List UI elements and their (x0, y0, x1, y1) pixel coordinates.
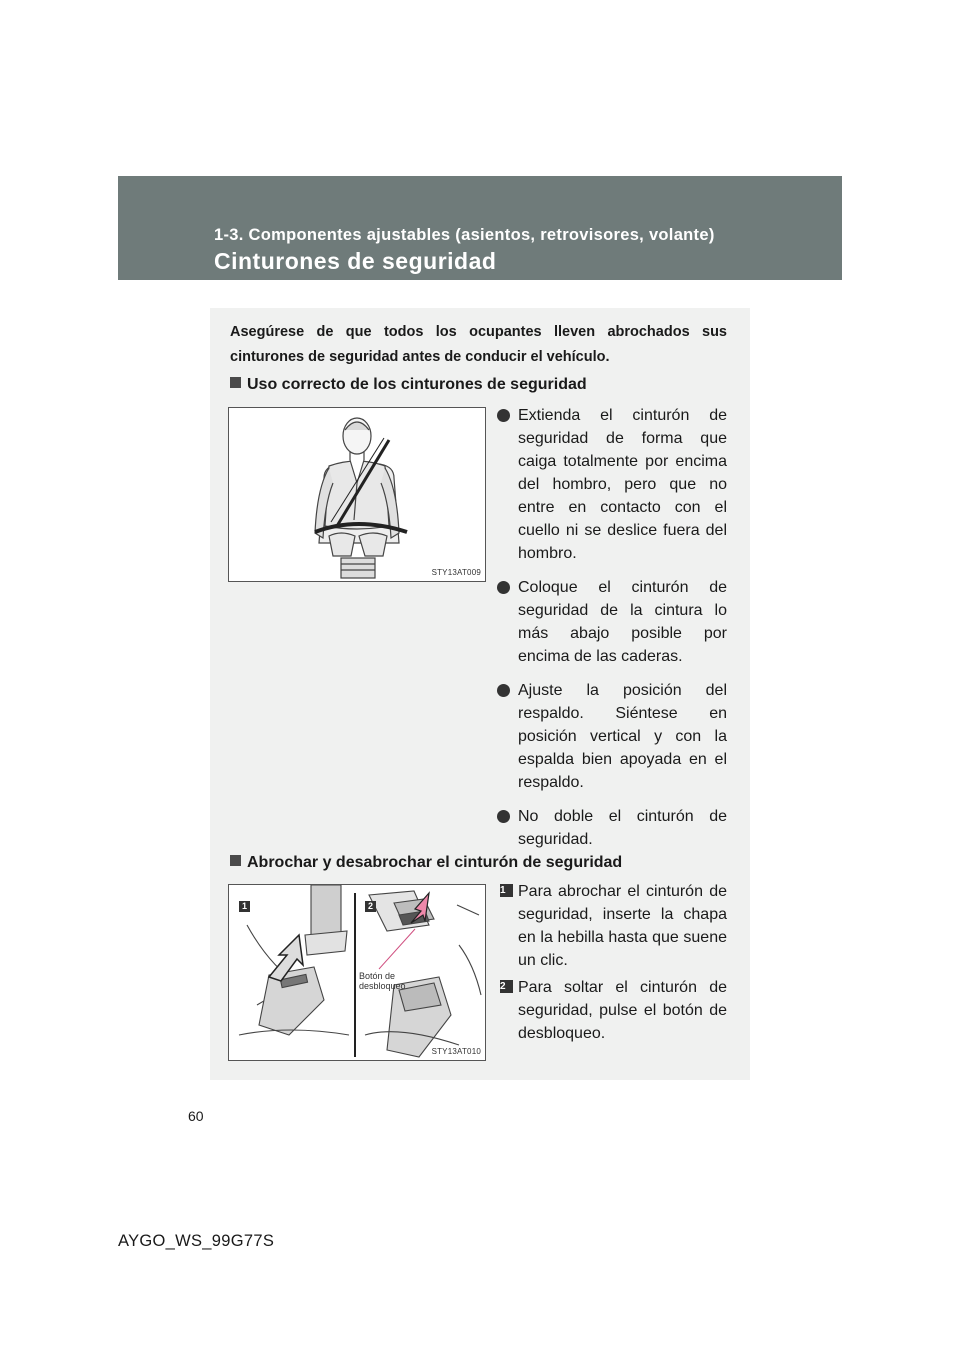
list-item: 1 Para abrochar el cinturón de seguridad, inserte la chapa en la hebilla hasta que suene un clic. (500, 883, 727, 969)
release-button-callout: Botón de desbloqueo (359, 971, 406, 991)
list-item: Coloque el cinturón de seguridad de la cintura lo más abajo posible por encima de las caderas. (497, 576, 727, 668)
page-title: Cinturones de seguridad (214, 248, 497, 274)
bullet-dot-icon (497, 581, 510, 594)
figure-seated-occupant (228, 407, 486, 582)
list-item: Ajuste la posición del respaldo. Siéntese en posición vertical y con la espalda bien apoyada en el respaldo. (497, 679, 727, 794)
figure-code: STY13AT009 (431, 568, 481, 577)
bullet-dot-icon (497, 810, 510, 823)
section-subtitle: 1-3. Componentes ajustables (asientos, retrovisores, volante) (214, 226, 715, 244)
section-heading-fasten: Abrochar y desabrochar el cinturón de seguridad (230, 854, 740, 872)
list-item: 2 Para soltar el cinturón de seguridad, pulse el botón de desbloqueo. (500, 979, 727, 1042)
step-number-badge: 1 (500, 884, 513, 897)
figure-buckle (228, 884, 486, 1061)
figure-tag-2: 2 (365, 901, 376, 912)
figure-code: STY13AT010 (431, 1047, 481, 1056)
section-heading-correct-use: Uso correcto de los cinturones de seguridad (230, 376, 740, 394)
figure-tag-1: 1 (239, 901, 250, 912)
square-bullet-icon (230, 855, 241, 866)
page-number: 60 (188, 1108, 204, 1124)
buckle-illustration (229, 885, 485, 1060)
document-id: AYGO_WS_99G77S (118, 1232, 275, 1250)
list-item: No doble el cinturón de seguridad. (497, 805, 727, 851)
section-header (118, 176, 842, 280)
fasten-steps (500, 880, 727, 1049)
step-number-badge: 2 (500, 980, 513, 993)
correct-use-bullets (497, 404, 727, 862)
seated-occupant-illustration (229, 408, 485, 581)
bullet-dot-icon (497, 684, 510, 697)
square-bullet-icon (230, 377, 241, 388)
list-item: Extienda el cinturón de seguridad de forma que caiga totalmente por encima del hombro, pero que no entre en contacto con el cuello ni se deslice fuera del hombro. (497, 404, 727, 565)
bullet-dot-icon (497, 409, 510, 422)
intro-text: Asegúrese de que todos los ocupantes lleven abrochados sus cinturones de seguridad antes de conducir el vehículo. (230, 324, 727, 365)
